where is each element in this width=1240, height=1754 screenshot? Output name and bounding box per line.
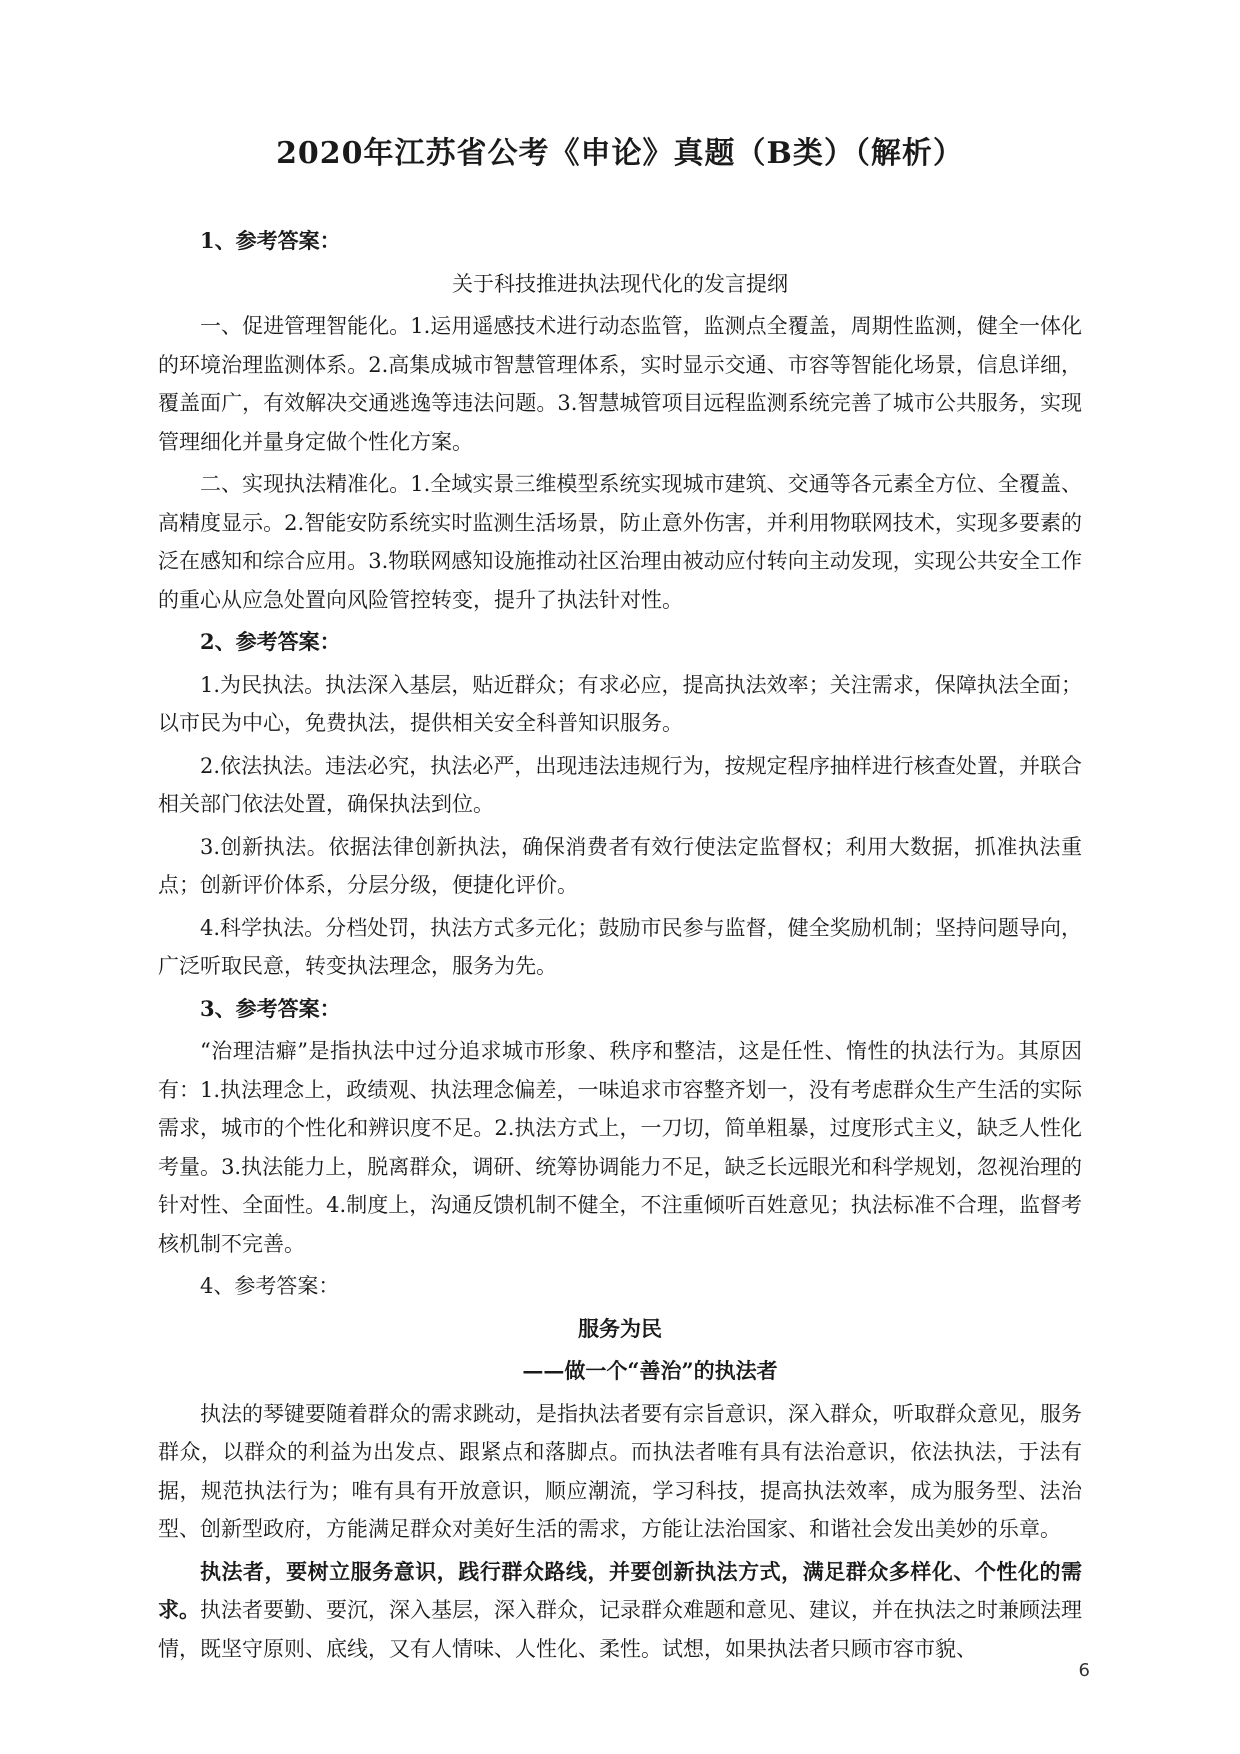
- q2-heading: 2、参考答案：: [200, 629, 341, 654]
- q3-paragraph-1: “治理洁癖”是指执法中过分追求城市形象、秩序和整洁，这是任性、惰性的执法行为。其原因有：1.执法理念上，政绩观、执法理念偏差，一味追求市容整齐划一，没有考虑群众生产生活的实际需求，城市的个性化和辨识度不足。2.执法方式上，一刀切，简单粗暴，过度形式主义，缺乏人性化考量。3.执法能力上，脱离群众，调研、统筹协调能力不足，缺乏长远眼光和科学规划，忽视治理的针对性、全面性。4.制度上，沟通反馈机制不健全，不注重倾听百姓意见；执法标准不合理，监督考核机制不完善。: [158, 1039, 1082, 1256]
- document-body: [158, 222, 1082, 1672]
- q2-paragraph-4: 4.科学执法。分档处罚，执法方式多元化；鼓励市民参与监督，健全奖励机制；坚持问题导向，广泛听取民意，转变执法理念，服务为先。: [158, 915, 1082, 978]
- outline-title: 关于科技推进执法现代化的发言提纲: [452, 271, 788, 296]
- q2-paragraph-2: 2.依法执法。违法必究，执法必严，出现违法违规行为，按规定程序抽样进行核查处置，并联合相关部门依法处置，确保执法到位。: [158, 753, 1082, 816]
- q2-paragraph-1: 1.为民执法。执法深入基层，贴近群众；有求必应，提高执法效率；关注需求，保障执法全面；以市民为中心，免费执法，提供相关安全科普知识服务。: [158, 672, 1082, 735]
- essay-subtitle: ——做一个“善治”的执法者: [522, 1358, 778, 1383]
- q4-paragraph-2-text: 执法者要勤、要沉，深入基层，深入群众，记录群众难题和意见、建议，并在执法之时兼顾法理情，既坚守原则、底线，又有人情味、人性化、柔性。试想，如果执法者只顾市容市貌、: [158, 1598, 1082, 1661]
- q1-paragraph-2: 二、实现执法精准化。1.全域实景三维模型系统实现城市建筑、交通等各元素全方位、全覆盖、高精度显示。2.智能安防系统实时监测生活场景，防止意外伤害，并利用物联网技术，实现多要素的泛在感知和综合应用。3.物联网感知设施推动社区治理由被动应付转向主动发现，实现公共安全工作的重心从应急处置向风险管控转变，提升了执法针对性。: [158, 472, 1082, 612]
- essay-title: 服务为民: [578, 1315, 662, 1341]
- q3-heading: 3、参考答案：: [200, 995, 341, 1021]
- q4-heading: 4、参考答案：: [200, 1274, 340, 1298]
- q2-paragraph-3: 3.创新执法。依据法律创新执法，确保消费者有效行使法定监督权；利用大数据，抓准执法重点；创新评价体系，分层分级，便捷化评价。: [158, 834, 1082, 897]
- page-number: 6: [1078, 1660, 1090, 1681]
- q1-paragraph-1: 一、促进管理智能化。1.运用遥感技术进行动态监管，监测点全覆盖，周期性监测，健全一体化的环境治理监测体系。2.高集成城市智慧管理体系，实时显示交通、市容等智能化场景，信息详细，覆盖面广，有效解决交通逃逸等违法问题。3.智慧城管项目远程监测系统完善了城市公共服务，实现管理细化并量身定做个性化方案。: [158, 314, 1082, 454]
- q1-heading: 1、参考答案：: [200, 228, 341, 253]
- q4-paragraph-1: 执法的琴键要随着群众的需求跳动，是指执法者要有宗旨意识，深入群众，听取群众意见，服务群众，以群众的利益为出发点、跟紧点和落脚点。而执法者唯有具有法治意识，依法执法，于法有据，规范执法行为；唯有具有开放意识，顺应潮流，学习科技，提高执法效率，成为服务型、法治型、创新型政府，方能满足群众对美好生活的需求，方能让法治国家、和谐社会发出美妙的乐章。: [158, 1401, 1082, 1541]
- q4-paragraph-2-thesis: 执法者，要树立服务意识，践行群众路线，并要创新执法方式，满足群众多样化、个性化的需求。: [158, 1558, 1082, 1622]
- document-title: 2020年江苏省公考《申论》真题（B类）（解析）: [276, 136, 964, 171]
- q4-paragraph-2: [158, 1553, 1082, 1669]
